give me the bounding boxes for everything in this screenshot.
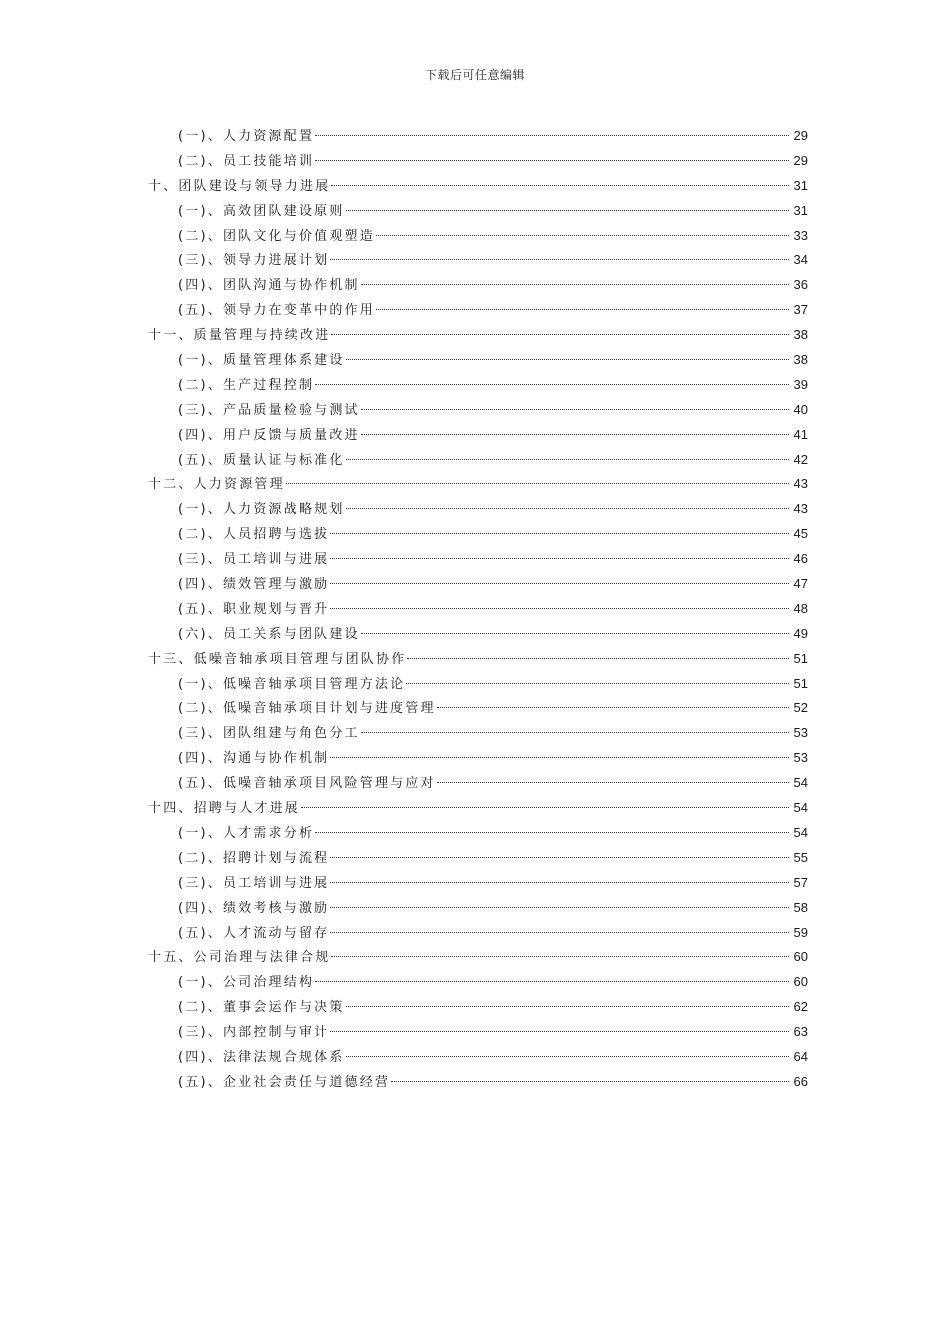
toc-page-number: 51 <box>793 650 808 666</box>
toc-page-number: 53 <box>793 725 808 741</box>
toc-dot-leader <box>391 1081 789 1082</box>
toc-section-entry[interactable] <box>148 622 808 647</box>
toc-dot-leader <box>301 807 789 808</box>
toc-entry-title: (二)、董事会运作与决策 <box>178 1000 345 1016</box>
toc-entry-title: (二)、招聘计划与流程 <box>178 850 330 866</box>
toc-dot-leader <box>315 981 789 982</box>
toc-entry-title: (四)、团队沟通与协作机制 <box>178 278 360 294</box>
toc-entry-title: 十、团队建设与领导力进展 <box>148 178 331 194</box>
toc-section-entry[interactable] <box>148 696 808 721</box>
toc-entry-title: (四)、绩效考核与激励 <box>178 900 330 916</box>
toc-page-number: 62 <box>793 999 808 1015</box>
toc-dot-leader <box>376 235 789 236</box>
toc-entry-title: (一)、高效团队建设原则 <box>178 203 345 219</box>
toc-dot-leader <box>330 882 789 883</box>
toc-dot-leader <box>346 1056 789 1057</box>
toc-entry-title: (四)、法律法规合规体系 <box>178 1049 345 1065</box>
toc-page-number: 42 <box>793 451 808 467</box>
toc-dot-leader <box>361 633 789 634</box>
toc-section-entry[interactable] <box>148 1045 808 1070</box>
toc-dot-leader <box>330 1031 789 1032</box>
toc-entry-title: (一)、低噪音轴承项目管理方法论 <box>178 676 406 692</box>
toc-section-entry[interactable] <box>148 1070 808 1095</box>
toc-entry-title: (一)、人力资源战略规划 <box>178 502 345 518</box>
toc-section-entry[interactable] <box>148 746 808 771</box>
toc-dot-leader <box>315 384 789 385</box>
toc-dot-leader <box>286 483 789 484</box>
toc-page-number: 29 <box>793 128 808 143</box>
table-of-contents <box>148 124 808 1095</box>
toc-entry-title: 十五、公司治理与法律合规 <box>148 950 331 966</box>
toc-dot-leader <box>407 658 789 659</box>
toc-dot-leader <box>437 707 789 708</box>
toc-page-number: 39 <box>793 376 808 392</box>
toc-entry-title: (五)、人才流动与留存 <box>178 925 330 941</box>
toc-entry-title: (四)、沟通与协作机制 <box>178 751 330 767</box>
toc-page-number: 45 <box>793 526 808 542</box>
toc-dot-leader <box>361 409 789 410</box>
toc-entry-title: 十四、招聘与人才进展 <box>148 801 301 817</box>
toc-chapter-entry[interactable] <box>148 174 808 199</box>
toc-entry-title: 十二、人力资源管理 <box>148 477 285 493</box>
toc-section-entry[interactable] <box>148 1020 808 1045</box>
toc-page-number: 54 <box>793 775 808 791</box>
toc-entry-title: 十三、低噪音轴承项目管理与团队协作 <box>148 651 407 667</box>
toc-entry-title: (二)、员工技能培训 <box>178 153 315 169</box>
toc-entry-title: (五)、领导力在变革中的作用 <box>178 303 375 319</box>
toc-dot-leader <box>346 1006 789 1007</box>
toc-entry-title: 十一、质量管理与持续改进 <box>148 328 331 344</box>
toc-entry-title: (五)、职业规划与晋升 <box>178 601 330 617</box>
toc-entry-title: (三)、产品质量检验与测试 <box>178 402 360 418</box>
toc-dot-leader <box>376 309 789 310</box>
toc-page-number: 31 <box>793 202 808 218</box>
toc-dot-leader <box>330 533 789 534</box>
toc-dot-leader <box>331 956 789 957</box>
toc-section-entry[interactable] <box>148 771 808 796</box>
toc-page-number: 43 <box>793 476 808 492</box>
toc-section-entry[interactable] <box>148 597 808 622</box>
toc-section-entry[interactable] <box>148 124 808 149</box>
toc-entry-title: (六)、员工关系与团队建设 <box>178 626 360 642</box>
toc-page-number: 43 <box>793 501 808 517</box>
toc-entry-title: (五)、低噪音轴承项目风险管理与应对 <box>178 776 436 792</box>
toc-section-entry[interactable] <box>148 572 808 597</box>
toc-entry-title: (一)、人才需求分析 <box>178 825 315 841</box>
toc-section-entry[interactable] <box>148 995 808 1020</box>
toc-chapter-entry[interactable] <box>148 647 808 672</box>
toc-section-entry[interactable] <box>148 273 808 298</box>
toc-section-entry[interactable] <box>148 547 808 572</box>
toc-entry-title: (一)、质量管理体系建设 <box>178 353 345 369</box>
toc-section-entry[interactable] <box>148 448 808 473</box>
toc-entry-title: (五)、企业社会责任与道德经营 <box>178 1074 391 1090</box>
toc-section-entry[interactable] <box>148 871 808 896</box>
toc-section-entry[interactable] <box>148 970 808 995</box>
toc-entry-title: (四)、用户反馈与质量改进 <box>178 427 360 443</box>
toc-dot-leader <box>346 359 789 360</box>
toc-dot-leader <box>361 284 789 285</box>
toc-entry-title: (一)、公司治理结构 <box>178 975 315 991</box>
toc-entry-title: (三)、员工培训与进展 <box>178 875 330 891</box>
toc-section-entry[interactable] <box>148 298 808 323</box>
toc-section-entry[interactable] <box>148 921 808 946</box>
toc-page-number: 59 <box>793 924 808 940</box>
toc-section-entry[interactable] <box>148 522 808 547</box>
toc-page-number: 66 <box>793 1073 808 1089</box>
toc-dot-leader <box>346 210 789 211</box>
toc-section-entry[interactable] <box>148 846 808 871</box>
toc-section-entry[interactable] <box>148 224 808 249</box>
toc-dot-leader <box>330 932 789 933</box>
toc-dot-leader <box>331 334 789 335</box>
toc-section-entry[interactable] <box>148 721 808 746</box>
toc-entry-title: (三)、团队组建与角色分工 <box>178 726 360 742</box>
toc-dot-leader <box>330 259 789 260</box>
toc-chapter-entry[interactable] <box>148 472 808 497</box>
toc-page-number: 48 <box>793 600 808 616</box>
toc-entry-title: (二)、低噪音轴承项目计划与进度管理 <box>178 701 436 717</box>
toc-dot-leader <box>330 757 789 758</box>
toc-dot-leader <box>346 508 789 509</box>
toc-entry-title: (一)、人力资源配置 <box>178 129 315 144</box>
toc-dot-leader <box>361 732 789 733</box>
toc-page-number: 49 <box>793 625 808 641</box>
toc-dot-leader <box>406 683 789 684</box>
toc-section-entry[interactable] <box>148 248 808 273</box>
toc-page-number: 55 <box>793 849 808 865</box>
toc-page-number: 37 <box>793 302 808 318</box>
toc-page-number: 52 <box>793 700 808 716</box>
toc-section-entry[interactable] <box>148 497 808 522</box>
toc-dot-leader <box>437 782 789 783</box>
toc-entry-title: (三)、内部控制与审计 <box>178 1025 330 1041</box>
toc-section-entry[interactable] <box>148 423 808 448</box>
page-header: 下载后可任意编辑 <box>424 68 525 82</box>
toc-entry-title: (二)、生产过程控制 <box>178 377 315 393</box>
toc-page-number: 38 <box>793 352 808 368</box>
toc-dot-leader <box>315 832 789 833</box>
toc-chapter-entry[interactable] <box>148 796 808 821</box>
toc-entry-title: (五)、质量认证与标准化 <box>178 452 345 468</box>
toc-entry-title: (二)、人员招聘与选拔 <box>178 527 330 543</box>
toc-section-entry[interactable] <box>148 149 808 174</box>
toc-page-number: 38 <box>793 327 808 343</box>
toc-dot-leader <box>330 907 789 908</box>
toc-section-entry[interactable] <box>148 398 808 423</box>
toc-chapter-entry[interactable] <box>148 323 808 348</box>
toc-page-number: 34 <box>793 252 808 268</box>
toc-page-number: 60 <box>793 974 808 990</box>
toc-section-entry[interactable] <box>148 199 808 224</box>
toc-page-number: 46 <box>793 551 808 567</box>
toc-section-entry[interactable] <box>148 373 808 398</box>
toc-page-number: 54 <box>793 800 808 816</box>
toc-dot-leader <box>315 160 789 161</box>
toc-section-entry[interactable] <box>148 896 808 921</box>
toc-dot-leader <box>330 583 789 584</box>
toc-entry-title: (三)、员工培训与进展 <box>178 552 330 568</box>
toc-page-number: 57 <box>793 874 808 890</box>
toc-section-entry[interactable] <box>148 821 808 846</box>
toc-page-number: 63 <box>793 1024 808 1040</box>
toc-page-number: 31 <box>793 177 808 193</box>
toc-section-entry[interactable] <box>148 348 808 373</box>
toc-dot-leader <box>330 857 789 858</box>
toc-dot-leader <box>330 558 789 559</box>
toc-page-number: 36 <box>793 277 808 293</box>
toc-page-number: 41 <box>793 426 808 442</box>
toc-page-number: 53 <box>793 750 808 766</box>
toc-dot-leader <box>346 459 789 460</box>
toc-page-number: 47 <box>793 576 808 592</box>
toc-page-number: 51 <box>793 675 808 691</box>
toc-dot-leader <box>331 185 789 186</box>
toc-entry-title: (四)、绩效管理与激励 <box>178 577 330 593</box>
toc-section-entry[interactable] <box>148 672 808 697</box>
toc-page-number: 40 <box>793 401 808 417</box>
toc-page-number: 58 <box>793 899 808 915</box>
toc-page-number: 54 <box>793 824 808 840</box>
toc-entry-title: (二)、团队文化与价值观塑造 <box>178 228 375 244</box>
toc-dot-leader <box>330 608 789 609</box>
toc-page-number: 64 <box>793 1048 808 1064</box>
toc-page-number: 29 <box>793 152 808 168</box>
toc-page-number: 33 <box>793 227 808 243</box>
toc-page-number: 60 <box>793 949 808 965</box>
toc-chapter-entry[interactable] <box>148 945 808 970</box>
toc-dot-leader <box>315 135 789 136</box>
toc-dot-leader <box>361 434 789 435</box>
toc-entry-title: (三)、领导力进展计划 <box>178 253 330 269</box>
